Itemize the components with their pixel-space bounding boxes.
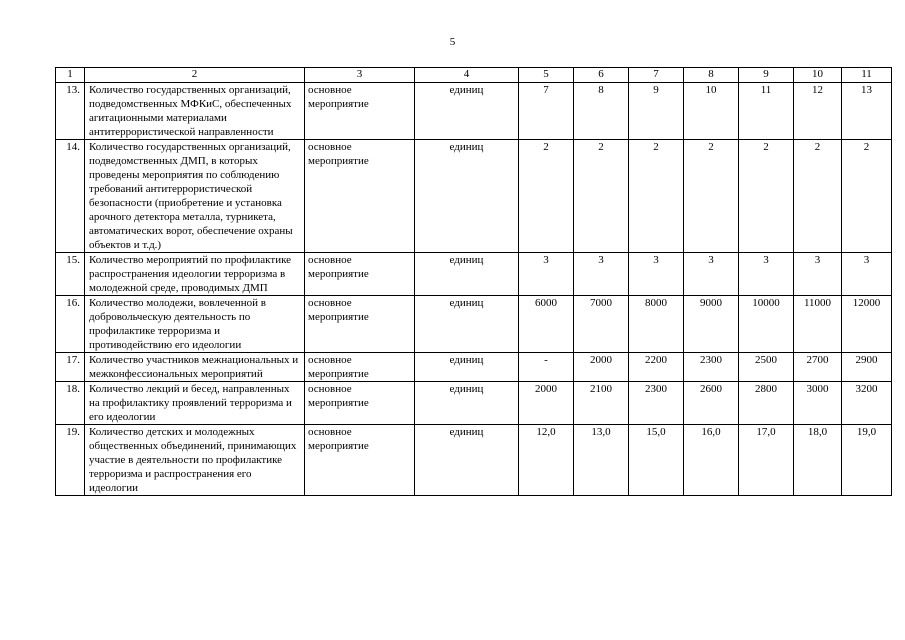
- activity-type: основное мероприятие: [305, 83, 415, 140]
- year-value: 2900: [842, 353, 892, 382]
- year-value: 11000: [794, 296, 842, 353]
- year-value: 2: [794, 140, 842, 253]
- activity-type: основное мероприятие: [305, 296, 415, 353]
- activity-type: основное мероприятие: [305, 382, 415, 425]
- year-value: 2: [684, 140, 739, 253]
- column-header: 7: [629, 68, 684, 83]
- table-row: [56, 353, 892, 382]
- table-row: [56, 382, 892, 425]
- unit: единиц: [415, 353, 519, 382]
- year-value: 3: [794, 253, 842, 296]
- table-row: [56, 140, 892, 253]
- column-header: 11: [842, 68, 892, 83]
- year-value: 3: [574, 253, 629, 296]
- column-header: 8: [684, 68, 739, 83]
- year-value: 15,0: [629, 425, 684, 496]
- indicator-description: Количество государственных организаций, подведомственных МФКиС, обеспеченных агитационными материалами антитеррористической направленности: [85, 83, 305, 140]
- activity-type: основное мероприятие: [305, 425, 415, 496]
- row-number: 18.: [56, 382, 85, 425]
- unit: единиц: [415, 382, 519, 425]
- year-value: 2500: [739, 353, 794, 382]
- table-row: [56, 253, 892, 296]
- year-value: 10000: [739, 296, 794, 353]
- year-value: 2300: [684, 353, 739, 382]
- table-row: [56, 296, 892, 353]
- row-number: 14.: [56, 140, 85, 253]
- row-number: 17.: [56, 353, 85, 382]
- row-number: 13.: [56, 83, 85, 140]
- indicator-description: Количество детских и молодежных общественных объединений, принимающих участие в деятельности по профилактике терроризма и распространения его идеологии: [85, 425, 305, 496]
- indicator-description: Количество лекций и бесед, направленных на профилактику проявлений терроризма и его идеологии: [85, 382, 305, 425]
- indicator-description: Количество молодежи, вовлеченной в добровольческую деятельность по профилактике терроризма и противодействию его идеологии: [85, 296, 305, 353]
- unit: единиц: [415, 425, 519, 496]
- page-number: 5: [449, 36, 456, 48]
- year-value: 8000: [629, 296, 684, 353]
- indicator-description: Количество государственных организаций, подведомственных ДМП, в которых проведены мероприятия по соблюдению требований антитеррористической безопасности (приобретение и установка арочного детектора металла, турникета, автоматических ворот, обеспечение охраны объектов и т.д.): [85, 140, 305, 253]
- table-row: [56, 425, 892, 496]
- year-value: 18,0: [794, 425, 842, 496]
- year-value: 2: [629, 140, 684, 253]
- year-value: 3: [739, 253, 794, 296]
- year-value: 2000: [519, 382, 574, 425]
- column-header: 2: [85, 68, 305, 83]
- year-value: 7000: [574, 296, 629, 353]
- year-value: 2800: [739, 382, 794, 425]
- year-value: 2000: [574, 353, 629, 382]
- year-value: -: [519, 353, 574, 382]
- column-header: 3: [305, 68, 415, 83]
- year-value: 19,0: [842, 425, 892, 496]
- row-number: 15.: [56, 253, 85, 296]
- year-value: 10: [684, 83, 739, 140]
- year-value: 8: [574, 83, 629, 140]
- column-header: 6: [574, 68, 629, 83]
- year-value: 12,0: [519, 425, 574, 496]
- row-number: 16.: [56, 296, 85, 353]
- indicator-description: Количество мероприятий по профилактике распространения идеологии терроризма в молодежной среде, проводимых ДМП: [85, 253, 305, 296]
- year-value: 2200: [629, 353, 684, 382]
- year-value: 3: [519, 253, 574, 296]
- year-value: 12000: [842, 296, 892, 353]
- year-value: 2: [739, 140, 794, 253]
- year-value: 2300: [629, 382, 684, 425]
- year-value: 7: [519, 83, 574, 140]
- year-value: 2700: [794, 353, 842, 382]
- year-value: 3: [684, 253, 739, 296]
- year-value: 11: [739, 83, 794, 140]
- year-value: 2100: [574, 382, 629, 425]
- year-value: 3000: [794, 382, 842, 425]
- year-value: 9000: [684, 296, 739, 353]
- year-value: 13,0: [574, 425, 629, 496]
- activity-type: основное мероприятие: [305, 253, 415, 296]
- year-value: 12: [794, 83, 842, 140]
- unit: единиц: [415, 253, 519, 296]
- year-value: 2: [842, 140, 892, 253]
- year-value: 2: [519, 140, 574, 253]
- indicator-description: Количество участников межнациональных и межконфессиональных мероприятий: [85, 353, 305, 382]
- year-value: 9: [629, 83, 684, 140]
- unit: единиц: [415, 83, 519, 140]
- year-value: 2: [574, 140, 629, 253]
- column-header: 1: [56, 68, 85, 83]
- column-header: 9: [739, 68, 794, 83]
- year-value: 3200: [842, 382, 892, 425]
- year-value: 16,0: [684, 425, 739, 496]
- activity-type: основное мероприятие: [305, 140, 415, 253]
- activity-type: основное мероприятие: [305, 353, 415, 382]
- column-header: 4: [415, 68, 519, 83]
- year-value: 6000: [519, 296, 574, 353]
- unit: единиц: [415, 296, 519, 353]
- year-value: 3: [842, 253, 892, 296]
- year-value: 3: [629, 253, 684, 296]
- year-value: 2600: [684, 382, 739, 425]
- year-value: 17,0: [739, 425, 794, 496]
- table-body: [56, 68, 892, 496]
- column-header: 10: [794, 68, 842, 83]
- year-value: 13: [842, 83, 892, 140]
- header-row: [56, 68, 892, 83]
- row-number: 19.: [56, 425, 85, 496]
- indicators-table: [55, 67, 892, 496]
- table-row: [56, 83, 892, 140]
- unit: единиц: [415, 140, 519, 253]
- column-header: 5: [519, 68, 574, 83]
